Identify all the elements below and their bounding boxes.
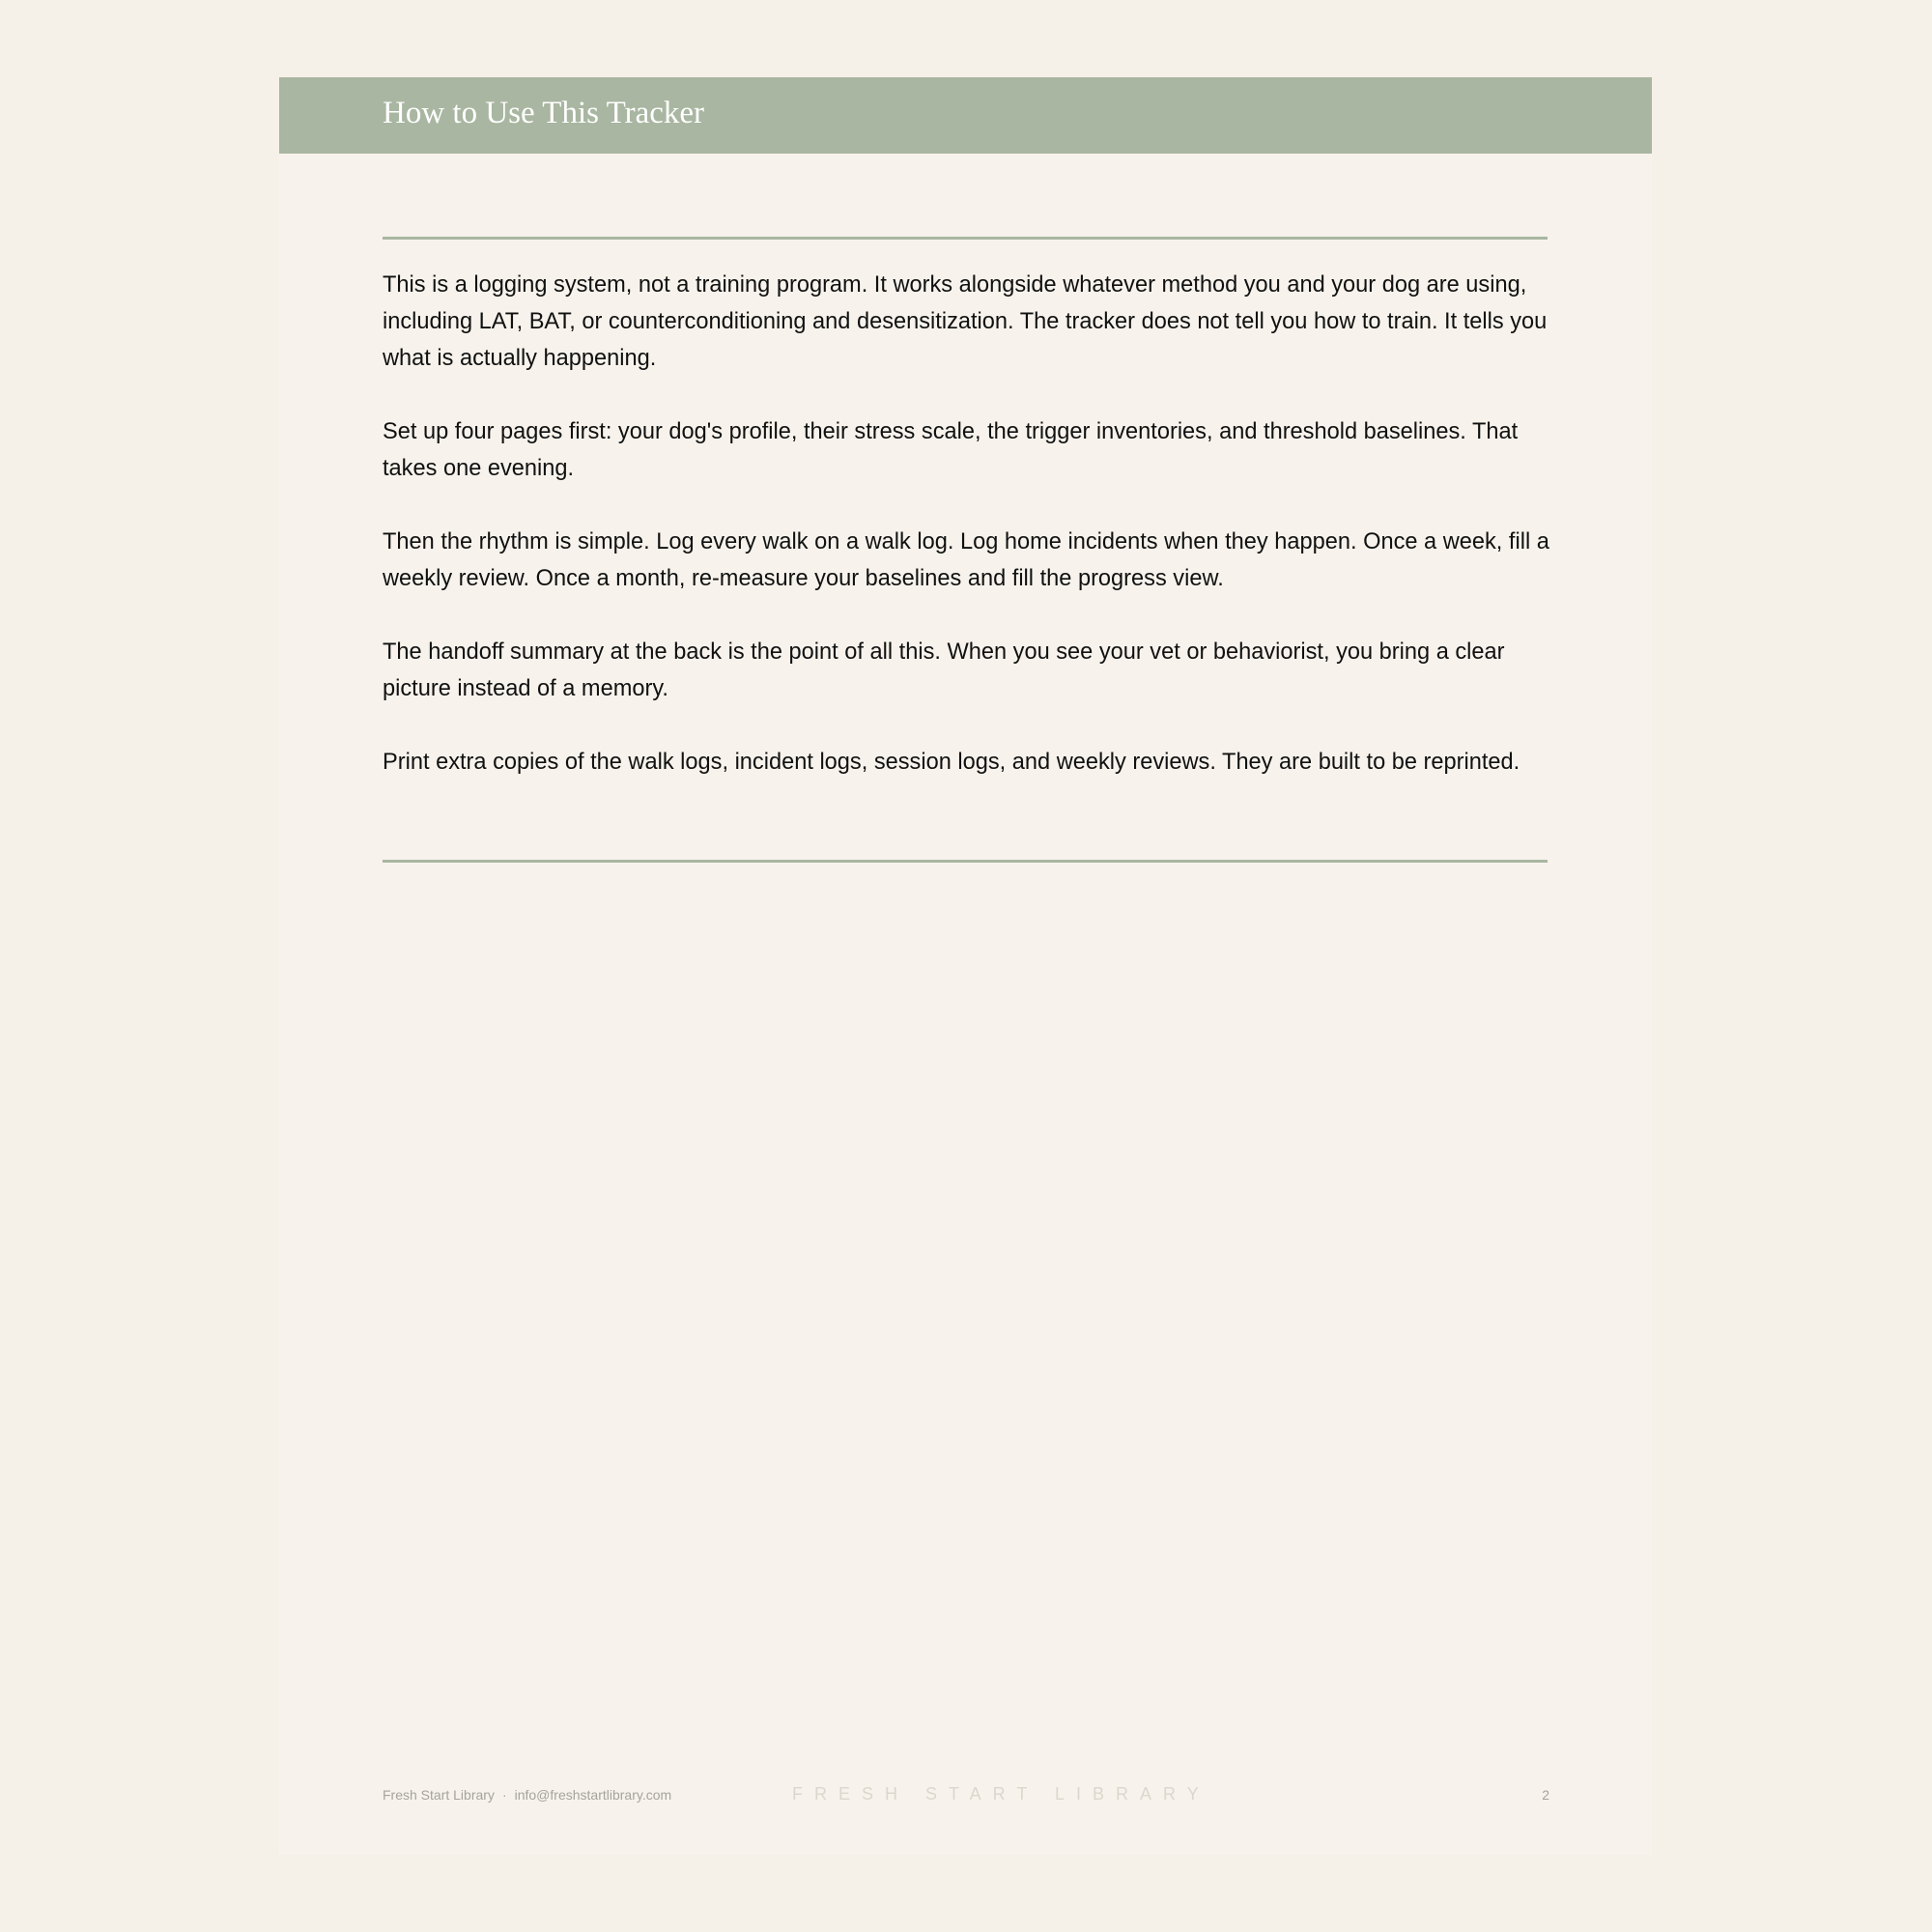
bottom-divider	[383, 860, 1548, 863]
footer-email: info@freshstartlibrary.com	[514, 1787, 672, 1803]
page-number: 2	[1542, 1787, 1549, 1803]
footer-separator: ·	[501, 1787, 507, 1803]
paragraph-reprint: Print extra copies of the walk logs, incident logs, session logs, and weekly reviews. They are built to be reprinted.	[383, 750, 1520, 775]
paragraph-logging-system: This is a logging system, not a training program. It works alongside whatever method you and your dog are using, including LAT, BAT, or counterconditioning and desensitization. The tracker does not tell you how to train. It tells you what is actually happening.	[383, 272, 1548, 371]
body-content	[383, 267, 1551, 817]
top-divider	[383, 237, 1548, 240]
paragraph-setup: Set up four pages first: your dog's profile, their stress scale, the trigger inventories, and threshold baselines. That takes one evening.	[383, 419, 1519, 481]
page-title: How to Use This Tracker	[383, 96, 705, 130]
footer-brand: Fresh Start Library	[383, 1787, 495, 1803]
paragraph-rhythm: Then the rhythm is simple. Log every walk on a walk log. Log home incidents when they happen. Once a week, fill a weekly review. Once a month, re-measure your baselines and fill the progress view.	[383, 529, 1549, 591]
footer-watermark: FRESH START LIBRARY	[792, 1784, 1210, 1804]
document-page	[279, 77, 1652, 1855]
header-band	[279, 77, 1652, 154]
footer-contact	[383, 1787, 671, 1803]
paragraph-handoff: The handoff summary at the back is the point of all this. When you see your vet or behaviorist, you bring a clear picture instead of a memory.	[383, 639, 1505, 701]
